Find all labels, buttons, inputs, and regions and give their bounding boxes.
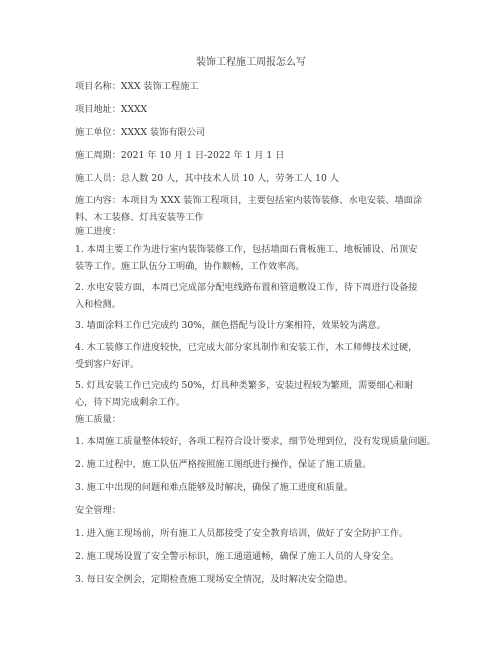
quality-item: 2. 施工过程中，施工队伍严格按照施工图纸进行操作，保证了施工质量。 [75,459,372,470]
quality-heading: 施工质量： [75,414,121,425]
project-name: 项目名称：XXX 装饰工程施工 [75,81,199,92]
safety-item: 1. 进入施工现场前，所有施工人员都接受了安全教育培训，做好了安全防护工作。 [75,528,409,539]
safety-item: 3. 每日安全例会，定期检查施工现场安全情况，及时解决安全隐患。 [75,574,354,585]
safety-item: 2. 施工现场设置了安全警示标识，施工通道通畅，确保了施工人员的人身安全。 [75,551,400,562]
progress-item: 3. 墙面涂料工作已完成约 30%，颜色搭配与设计方案相符，效果较为满意。 [75,320,386,331]
progress-item: 1. 本周主要工作为进行室内装饰装修工作，包括墙面石膏板施工、地板铺设、吊顶安装等工作。施工队伍分工明确，协作顺畅，工作效率高。 [75,244,418,272]
progress-item: 5. 灯具安装工作已完成约 50%，灯具种类繁多，安装过程较为繁琐，需要细心和耐心，待下周完成剩余工作。 [75,380,414,408]
construction-content: 施工内容：本项目为 XXX 装饰工程项目，主要包括室内装饰装修、水电安装、墙面涂料、木工装修、灯具安装等工作 [75,195,423,223]
document-title: 装饰工程施工周报怎么写 [196,57,306,68]
progress-heading: 施工进度： [75,226,121,237]
quality-item: 3. 施工中出现的问题和难点能够及时解决，确保了施工进度和质量。 [75,482,354,493]
contractor: 施工单位：XXXX 装饰有限公司 [75,127,206,138]
project-address: 项目地址：XXXX [75,104,148,115]
progress-item: 2. 水电安装方面，本周已完成部分配电线路布置和管道敷设工作，待下周进行设备接入和检测。 [75,282,418,310]
safety-heading: 安全管理： [75,505,121,516]
progress-item: 4. 木工装修工作进度较快，已完成大部分家具制作和安装工作，木工师傅技术过硬，受到客户好评。 [75,342,418,370]
quality-item: 1. 本周施工质量整体较好，各项工程符合设计要求，细节处理到位，没有发现质量问题。 [75,436,436,447]
personnel: 施工人员：总人数 20 人，其中技术人员 10 人，劳务工人 10 人 [75,173,339,184]
construction-period: 施工周期：2021 年 10 月 1 日-2022 年 1 月 1 日 [75,150,285,161]
